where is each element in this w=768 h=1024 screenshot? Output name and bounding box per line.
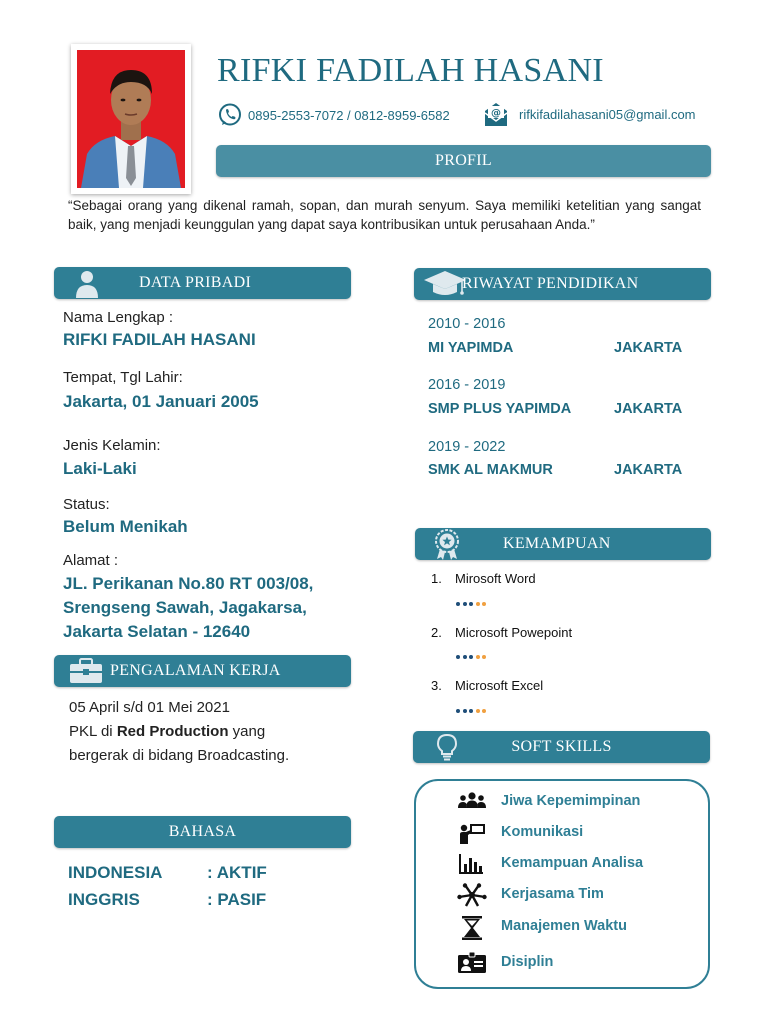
phone-numbers: 0895-2553-7072 / 0812-8959-6582 [248,108,450,123]
gender-value: Laki-Laki [63,459,137,478]
level-dot-filled [469,655,473,659]
soft-skills-title: SOFT SKILLS [511,738,612,755]
language-level-2: : PASIF [207,890,267,909]
ability-number-1: 1. [431,571,442,586]
education-years-2: 2016 - 2019 [428,377,506,393]
education-years-1: 2010 - 2016 [428,316,506,332]
soft-skill-label-6: Disiplin [501,954,554,970]
profile-photo [71,44,191,194]
education-section-header [414,268,711,300]
status-value: Belum Menikah [63,517,188,536]
profile-summary: “Sebagai orang yang dikenal ramah, sopan, dan murah senyum. Saya memiliki ketelitian yang sangat baik, yang menjadi keunggulan yang dapat saya kontribusikan untuk perusahaan Anda.” [68,198,701,232]
id-card-icon [457,951,487,975]
ability-name-3: Microsoft Excel [455,678,544,693]
analysis-chart-icon [457,852,487,876]
team-icon [457,790,487,814]
hourglass-icon [457,915,487,939]
abilities-section-header [415,528,711,560]
address-label: Alamat : [63,552,119,569]
experience-company: Red Production [116,723,229,740]
experience-suffix: yang [228,723,266,740]
teamwork-icon [457,883,487,907]
language-section-header [54,816,351,848]
ability-level-2 [456,655,489,659]
education-city-2: JAKARTA [614,401,683,417]
ability-name-1: Mirosoft Word [455,571,536,586]
level-dot-filled [463,602,467,606]
profile-section-header [216,145,711,177]
abilities-title: KEMAMPUAN [503,535,611,552]
full-name-label: Nama Lengkap : [63,309,174,326]
svg-text:@: @ [491,108,501,119]
full-name-value: RIFKI FADILAH HASANI [63,330,256,349]
education-title: RIWAYAT PENDIDIKAN [462,275,639,292]
personal-data-section-header [54,267,351,299]
birth-label: Tempat, Tgl Lahir: [63,369,183,386]
whatsapp-icon [217,102,243,128]
award-badge-icon [431,528,463,560]
profile-title: PROFIL [435,152,492,169]
level-dot-empty [482,602,486,606]
soft-skill-label-5: Manajemen Waktu [501,918,627,934]
level-dot-filled [469,709,473,713]
email-address: rifkifadilahasani05@gmail.com [519,107,696,122]
experience-line-1 [69,723,265,740]
status-label: Status: [63,496,110,513]
language-level-1: : AKTIF [207,863,267,882]
education-school-3: SMK AL MAKMUR [428,462,553,478]
email-icon [482,100,510,128]
work-experience-title: PENGALAMAN KERJA [110,662,281,679]
level-dot-empty [482,655,486,659]
ability-number-2: 2. [431,625,442,640]
soft-skill-label-3: Kemampuan Analisa [501,855,644,871]
soft-skills-section-header [413,731,710,763]
level-dot-filled [456,655,460,659]
level-dot-filled [456,602,460,606]
level-dot-empty [482,709,486,713]
user-icon [72,268,102,298]
level-dot-filled [463,655,467,659]
education-school-1: MI YAPIMDA [428,340,514,356]
ability-level-3 [456,709,489,713]
ability-name-2: Microsoft Powepoint [455,625,573,640]
ability-level-1 [456,602,489,606]
education-city-1: JAKARTA [614,340,683,356]
level-dot-empty [476,709,480,713]
ability-number-3: 3. [431,678,442,693]
address-line-3: Jakarta Selatan - 12640 [63,622,251,641]
work-experience-section-header [54,655,351,687]
experience-line-2: bergerak di bidang Broadcasting. [69,747,290,764]
address-line-1: JL. Perikanan No.80 RT 003/08, [63,574,314,593]
level-dot-filled [463,709,467,713]
level-dot-empty [476,655,480,659]
soft-skill-label-2: Komunikasi [501,824,584,840]
education-city-3: JAKARTA [614,462,683,478]
person-photo-illustration [77,50,185,188]
birth-value: Jakarta, 01 Januari 2005 [63,392,259,411]
level-dot-filled [469,602,473,606]
education-years-3: 2019 - 2022 [428,439,506,455]
gender-label: Jenis Kelamin: [63,437,161,454]
full-name-heading: RIFKI FADILAH HASANI [217,52,604,89]
experience-date: 05 April s/d 01 Mei 2021 [69,699,230,716]
level-dot-filled [456,709,460,713]
personal-data-title: DATA PRIBADI [139,274,252,291]
soft-skill-label-4: Kerjasama Tim [501,886,604,902]
briefcase-icon [68,658,104,684]
presenter-icon [457,821,487,845]
education-school-2: SMP PLUS YAPIMDA [428,401,572,417]
soft-skill-label-1: Jiwa Kepemimpinan [501,793,641,809]
experience-prefix: PKL di [69,723,117,740]
language-name-2: INGGRIS [68,890,140,909]
language-name-1: INDONESIA [68,863,163,882]
address-line-2: Srengseng Sawah, Jagakarsa, [63,598,307,617]
level-dot-empty [476,602,480,606]
language-title: BAHASA [168,823,237,840]
